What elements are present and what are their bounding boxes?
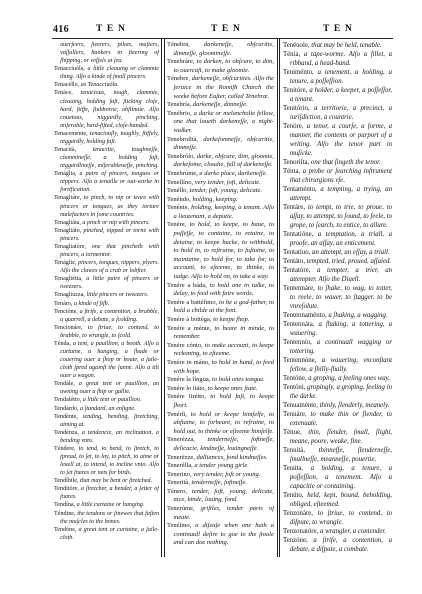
dictionary-entry bbox=[167, 170, 274, 179]
headword: Téndere, bbox=[54, 445, 76, 452]
dictionary-entry bbox=[283, 203, 392, 230]
definition: thinly, ſlenderly, meanely. bbox=[319, 402, 390, 409]
dictionary-entry bbox=[167, 411, 274, 437]
dictionary-entry bbox=[167, 58, 274, 75]
definition: darkeneſſe, obſcurities. Alſo the ſeruice in the Romiſh Church the weeke before Eaſter, called Tenebræ. bbox=[173, 75, 274, 100]
definition: a little paire of pincers or tweezers. bbox=[60, 276, 159, 291]
headword: Tenagliáto, bbox=[54, 227, 82, 234]
definition: a great tent or curtaine, a ſaile-cloth. bbox=[60, 526, 159, 541]
definition: to keepe ſhop. bbox=[213, 316, 250, 323]
dictionary-entry bbox=[167, 221, 274, 281]
definition: a tape-worme. Alſo a fillet, a ribband, a head-band. bbox=[289, 51, 392, 67]
definition: a little tent or pauillion. bbox=[82, 397, 142, 404]
headword: Tentatóre, bbox=[283, 267, 311, 274]
definition: a great tent or pauillion, an awning ouer a ſhip or gallie. bbox=[60, 381, 159, 396]
definition: a territorie, a precinct, a iuriſdiction, a countrie. bbox=[289, 105, 392, 121]
headword: Tenditóre, bbox=[54, 486, 79, 493]
definition: a little curtaine or hanging. bbox=[76, 502, 145, 509]
definition: a tempter, a trier, an attempter. Alſo the Diuell. bbox=[289, 267, 392, 283]
definition: pincers, tongues, nippers, plyers. Alſo the clawes of a crab or lobſter. bbox=[60, 260, 159, 275]
running-head: T E N bbox=[210, 24, 242, 34]
headword: Tenagliétta, bbox=[54, 276, 83, 283]
dictionary-entry bbox=[54, 501, 159, 509]
headword: Tendénte, bbox=[54, 413, 78, 420]
dictionary-entry bbox=[54, 324, 159, 340]
headword: Tenéndo, bbox=[167, 195, 191, 203]
headword: Tenerézze, bbox=[167, 453, 195, 461]
headword: Tenérſi, bbox=[167, 410, 187, 418]
headword: Teniménto, bbox=[283, 69, 314, 76]
dictionary-entry bbox=[54, 243, 159, 259]
dictionary-entry bbox=[283, 248, 392, 257]
dictionary-entry bbox=[167, 454, 274, 463]
dictionary-entry bbox=[54, 413, 159, 429]
dictionary-entry bbox=[167, 385, 274, 394]
headword: Tendále, bbox=[54, 381, 75, 388]
definition: to ſtriue, to contend, to diſpute, to wrangle. bbox=[289, 510, 392, 526]
definition: a paire of pincers, tongues or nippers. Alſo a tenaille or out-worke in fortification. bbox=[60, 171, 159, 194]
headword: Tendárdo, bbox=[54, 405, 79, 412]
headword: Tenebróſo, bbox=[167, 152, 195, 160]
definition: very tender, ſoft or young. bbox=[193, 470, 261, 478]
headword: Tenáglia, bbox=[54, 171, 77, 178]
headword: Tenóre, bbox=[283, 123, 304, 130]
definition: one that pincheth with pincers, a tormentor. bbox=[60, 243, 159, 259]
header-rule bbox=[52, 38, 393, 39]
definition: to be a god-father, to hold a childe at the font. bbox=[173, 298, 274, 315]
dictionary-entry bbox=[283, 185, 392, 203]
dictionary-entry bbox=[283, 383, 392, 401]
dictionary-entry bbox=[167, 359, 274, 376]
headword: Tenére a báda, bbox=[167, 281, 207, 289]
headword: Tentáto, bbox=[283, 258, 306, 265]
definition: to keepe ones ſtate. bbox=[207, 384, 258, 392]
definition: tending, bending, ſtretching, aiming at. bbox=[60, 413, 159, 428]
headword: Tenerélla, bbox=[167, 462, 193, 470]
definition: to make thin or ſlender, to extenuate. bbox=[289, 411, 392, 427]
definition: tenacitie, toughneſſe, clammineſſe, a holding faſt, niggardlineſſe, miſerableneſſe, pinching. bbox=[60, 147, 159, 170]
headword: Tencionáre, bbox=[54, 324, 83, 331]
definition: as Tenacciuóla. bbox=[80, 82, 119, 89]
definition: a tendencie, an inclination, a bending vnto. bbox=[60, 429, 159, 444]
headword: Tenére ſtrétto, bbox=[167, 393, 206, 401]
definition: tenaciouſly, toughly, ſtiffely, niggardly, holding faſt. bbox=[60, 130, 159, 145]
dictionary-entry bbox=[283, 509, 392, 527]
headword: Tenáro, bbox=[54, 300, 73, 307]
column-left bbox=[54, 41, 159, 556]
dictionary-entry bbox=[283, 104, 392, 122]
definition: to pinch, to nip or teare with pincers or tongues, as they torture malefactors in ſome countries. bbox=[60, 195, 159, 218]
headword: Tentennáre, bbox=[283, 285, 315, 292]
definition: a temptation, a triall, a proofe, an aſſay, an enticement. bbox=[289, 231, 392, 247]
headword: Tenuáre, bbox=[283, 411, 307, 418]
definition: a tender young girle. bbox=[194, 462, 249, 470]
definition: ouerſeers, ſteerers, pilots, maſters, vaſſallers, hankers in ſteering of ſhipping, or veſſels at ſea. bbox=[60, 42, 159, 65]
headword: Tentatíuo, bbox=[283, 249, 311, 256]
definition: little pincers or tweezers. bbox=[86, 292, 149, 299]
dictionary-entry bbox=[54, 275, 159, 291]
headword: Téndine, bbox=[54, 510, 76, 517]
definition: to hold ones tongue. bbox=[212, 376, 265, 384]
definition: a ſhaking, a tottering, a wauering. bbox=[289, 321, 392, 337]
headword: Tenéuole, bbox=[283, 42, 310, 49]
definition: pinched, nipped or torne with pincers. bbox=[60, 227, 159, 242]
definition: to hold or keepe himſelfe, to abſtaine, to forbeare, to refraine, to hold out, to thinke or eſteeme himſelfe. bbox=[173, 410, 274, 435]
headword: Tenerúme, bbox=[167, 505, 195, 513]
dictionary-entry bbox=[283, 446, 392, 464]
dictionary-entry bbox=[167, 436, 274, 453]
headword: Tenacemente, bbox=[54, 130, 88, 137]
dictionary-entry bbox=[54, 396, 159, 404]
dictionary-entry bbox=[54, 130, 159, 146]
definition: a tenor, a courſe, a forme, a manner, the contents or purport of a writing. Alſo the tenor part in muſicke. bbox=[289, 123, 392, 157]
dictionary-entry bbox=[283, 266, 392, 284]
dictionary-entry bbox=[54, 194, 159, 218]
headword: Tenzóne, bbox=[283, 537, 308, 544]
headword: Tentennaménto, bbox=[283, 312, 327, 319]
definition: a darke or melancholie fellow, one that loueth darkeneſſe, a night-walker. bbox=[173, 109, 274, 134]
definition: that may be held, tenable. bbox=[311, 42, 382, 49]
dictionary-entry bbox=[167, 479, 274, 488]
headword: Tenagliáre, bbox=[54, 195, 82, 202]
dictionary-entry bbox=[283, 50, 392, 68]
dictionary-entry bbox=[54, 308, 159, 324]
dictionary-entry bbox=[167, 505, 274, 522]
dictionary-entry bbox=[167, 179, 274, 188]
dictionary-entry bbox=[54, 340, 159, 380]
definition: a wrangler, a contender. bbox=[319, 528, 387, 535]
headword: Tenzonáre, bbox=[283, 510, 313, 517]
definition: tempted, tried, proued, aſſaied. bbox=[306, 258, 392, 265]
headword: Ténero, bbox=[167, 487, 188, 495]
definition: that may be bent or ſtretched. bbox=[80, 478, 153, 485]
dictionary-entry bbox=[167, 316, 274, 325]
definition: tenderneſſe, ſoftneſſe, delicacie, kindneſſe, louingneſſe. bbox=[173, 436, 274, 452]
definition: one that ſingeth the tenor. bbox=[310, 159, 381, 166]
headword: Tenebrúme, bbox=[167, 169, 198, 177]
dictionary-entry bbox=[54, 81, 159, 89]
headword: Tenoriſta, bbox=[283, 159, 310, 166]
headword: Tenébrio, bbox=[167, 109, 192, 117]
column-rule bbox=[161, 39, 165, 557]
definition: to tempt, to trie, to proue, to aſſay, to attempt, to ſound, to feele, to grope, to ſearch, to entice, to allure. bbox=[289, 204, 392, 229]
dictionary-entry bbox=[54, 146, 159, 170]
headword: Tenerino, bbox=[167, 470, 192, 478]
definition: griſtles, tender parts of meate. bbox=[173, 505, 274, 521]
column-rule bbox=[277, 39, 281, 557]
definition: darke, obſcure, dim, gloomie, darkeſome, cloudie, full of darkeneſſe. bbox=[173, 152, 274, 169]
definition: tender, ſoft, young, delicate, nice, kinde, louing, fond. bbox=[173, 487, 274, 504]
dictionary-entry bbox=[283, 338, 392, 356]
definition: to tend, to bend, to ſtretch, to ſpread, to ſet, to lay, to pitch, to aime or leuell at, to intend, to incline vnto. Alſo to ſet ſnares or nets for birds. bbox=[60, 445, 159, 477]
headword: Tenénte, bbox=[167, 204, 190, 212]
definition: a diſeaſe when one hath a continuall deſire to goe to the ſtoole and can doe nothing. bbox=[173, 522, 274, 547]
definition: to darken, to obſcure, to dim, to ouercaſt, to make gloomie. bbox=[173, 58, 274, 74]
headword: Tenéllo, bbox=[167, 187, 189, 195]
headword: Tenére a battéſimo, bbox=[167, 298, 218, 306]
headword: Tendénza, bbox=[54, 429, 79, 436]
definition: darkeneſſe, dimneſſe. bbox=[192, 101, 248, 109]
dictionary-entry bbox=[54, 41, 159, 65]
dictionary-entry bbox=[283, 41, 392, 50]
dictionary-entry bbox=[54, 485, 159, 501]
dictionary-entry bbox=[283, 68, 392, 86]
dictionary-entry bbox=[54, 526, 159, 542]
headword: Tenitóre, bbox=[283, 87, 308, 94]
dictionary-entry bbox=[167, 325, 274, 342]
dictionary-entry bbox=[167, 393, 274, 410]
dictionary-entry bbox=[54, 89, 159, 129]
headword: Tenére lo ſtáto, bbox=[167, 384, 207, 392]
definition: a tenement, a holding, a tenure, a poſſeſſion. bbox=[289, 69, 392, 85]
dictionary-entry bbox=[283, 464, 392, 491]
running-head: T E N bbox=[95, 24, 127, 34]
dictionary-entry bbox=[167, 41, 274, 58]
dictionary-entry bbox=[167, 376, 274, 385]
dictionary-entry bbox=[167, 488, 274, 505]
headword: Tentóne, bbox=[283, 375, 307, 382]
definition: a ſtretcher, a bender, a ſetter of ſnares. bbox=[60, 486, 159, 501]
definition: to hold one in talke, to delay, to feed with faire words. bbox=[173, 281, 274, 298]
definition: darkeneſſe, obſcuritie, dimneſſe, gloomineſſe. bbox=[173, 41, 274, 57]
dictionary-entry bbox=[167, 471, 274, 480]
dictionary-entry bbox=[54, 445, 159, 477]
definition: a holding, a tenure, a poſſeſſion, a tenement. Alſo a capacitie or containing. bbox=[289, 465, 392, 490]
headword: Ténia, bbox=[283, 51, 301, 58]
dictionary-entry bbox=[283, 491, 392, 509]
headword: Tenacciuóla, bbox=[54, 66, 85, 73]
headword: Tenére cónto, bbox=[167, 341, 203, 349]
dictionary-entry bbox=[167, 110, 274, 136]
dictionary-entry bbox=[167, 75, 274, 101]
dictionary-entry bbox=[283, 257, 392, 266]
definition: holding, keeping, a tenant. Alſo a lieutenant, a deputie. bbox=[173, 204, 274, 220]
definition: tenacious, tough, clammie, cleauing, holding faſt, ſticking cloſe, hard, ſtiffe, ſtubborne, obſtinate. Alſo couetous, niggardly, pinching, miſerable, hard-fiſted, cloſe-handed. bbox=[60, 90, 159, 129]
headword: Tencióne, bbox=[54, 308, 78, 315]
definition: a ſtrife, a contention, a debate, a diſpute, a combate. bbox=[289, 537, 392, 553]
headword: Tendína, bbox=[54, 502, 76, 509]
headword: Tenerità, bbox=[167, 479, 190, 487]
column-right bbox=[283, 41, 392, 556]
definition: to hold faſt, to keepe ſhort. bbox=[173, 393, 274, 409]
headword: Tenére, bbox=[167, 221, 187, 229]
definition: dalliances, fond kindneſſes. bbox=[196, 453, 268, 461]
definition: tender, ſoft, young, delicate. bbox=[189, 187, 263, 195]
headword: Tentáre, bbox=[283, 204, 306, 211]
headword: Ténta, bbox=[283, 168, 301, 175]
dictionary-entry bbox=[167, 342, 274, 359]
page-number: 416 bbox=[53, 24, 69, 35]
headword: Tendalétto, bbox=[54, 397, 82, 404]
definition: to ſhake, to wag, to totter, to reele, to wauer, to ſtagger, to be vnreſolute. bbox=[289, 285, 392, 310]
dictionary-entry bbox=[167, 282, 274, 299]
dictionary-entry bbox=[54, 170, 159, 194]
dictionary-entry bbox=[283, 536, 392, 554]
definition: a groping, a feeling ones way. bbox=[308, 375, 390, 382]
headword: Ténda, bbox=[54, 340, 71, 347]
headword: Tenuità, bbox=[283, 447, 306, 454]
headword: Tenzonatóre, bbox=[283, 528, 319, 535]
headword: Tenebráre, bbox=[167, 58, 195, 66]
definition: a probe or ſearching inſtrument that chirurgions vſe. bbox=[289, 168, 392, 184]
dictionary-entry bbox=[54, 477, 159, 485]
headword: Tenellíno, bbox=[167, 178, 194, 186]
dictionary-entry bbox=[54, 405, 159, 413]
headword: Tenagliatóre, bbox=[54, 243, 86, 250]
dictionary-entry bbox=[167, 299, 274, 316]
dictionary-entry bbox=[54, 227, 159, 243]
definition: a little cleauing or clammie thing. Alſo a kinde of ſmall pincers. bbox=[60, 66, 159, 81]
definition: a tempting, a trying, an attempt. bbox=[289, 186, 392, 202]
definition: darkeſomneſſe, obſcuritie, dimneſſe. bbox=[173, 135, 274, 152]
headword: Tenagliuzza, bbox=[54, 292, 85, 299]
definition: thin, ſlender, ſmall, ſlight, meane, poore, weake, fine. bbox=[289, 429, 392, 445]
dictionary-entry bbox=[54, 219, 159, 227]
dictionary-entry bbox=[283, 86, 392, 104]
dictionary-entry bbox=[54, 510, 159, 526]
dictionary-entry bbox=[167, 101, 274, 110]
definition: to make account, to keepe reckoning, to eſteeme. bbox=[173, 341, 274, 358]
definition: a holder, a keeper, a poſſeſſor, a tenant. bbox=[289, 87, 392, 103]
definition: held, kept, bound, beholding, obliged, eſteemed. bbox=[289, 492, 392, 508]
definition: a darke place, darkeneſſe. bbox=[199, 169, 268, 177]
headword: Tentatióne, bbox=[283, 231, 314, 238]
definition: an attempt, an eſſay, a triall. bbox=[312, 249, 390, 256]
dictionary-entry bbox=[167, 204, 274, 221]
dictionary-entry bbox=[283, 410, 392, 428]
headword: Tenére a ménte, bbox=[167, 324, 212, 332]
dictionary-entry bbox=[283, 320, 392, 338]
headword: Tenacéllo, bbox=[54, 82, 80, 89]
dictionary-entry bbox=[283, 230, 392, 248]
definition: a ſhaking, a wagging. bbox=[328, 312, 388, 319]
headword: Tenére in máno, bbox=[167, 358, 210, 366]
headword: Tentennío, bbox=[283, 339, 312, 346]
headword: Tenebría, bbox=[167, 101, 192, 109]
column-middle bbox=[167, 41, 274, 556]
dictionary-entry bbox=[54, 300, 159, 308]
definition: a ſtandard, an enſigne. bbox=[80, 405, 136, 412]
headword: Tenebroſità, bbox=[167, 135, 199, 143]
dictionary-entry bbox=[283, 158, 392, 167]
headword: Tentóni, bbox=[283, 384, 306, 391]
headword: Tenúta, bbox=[283, 465, 304, 472]
dictionary-entry bbox=[167, 196, 274, 205]
headword: Ténebre, bbox=[167, 75, 190, 83]
dictionary-entry bbox=[54, 429, 159, 445]
headword: Tenére la língua, bbox=[167, 376, 211, 384]
definition: a kinde of fiſh. bbox=[73, 300, 110, 307]
headword: Tentaménto, bbox=[283, 186, 317, 193]
headword: Tenére à bottéga, bbox=[167, 316, 212, 323]
dictionary-entry bbox=[283, 527, 392, 536]
headword: Tentennáta, bbox=[283, 321, 315, 328]
headword: Tenerézza, bbox=[167, 436, 195, 444]
headword: Ténebra, bbox=[167, 41, 190, 48]
definition: gropingly, a groping, feeling in the darke. bbox=[289, 384, 392, 400]
dictionary-entry bbox=[283, 284, 392, 311]
dictionary-entry bbox=[283, 428, 392, 446]
definition: to hold in hand, to feed with hope. bbox=[173, 358, 274, 375]
headword: Tenáglie, bbox=[54, 260, 77, 267]
dictionary-entry bbox=[54, 259, 159, 275]
definition: very tender, ſoft, delicate. bbox=[194, 178, 261, 186]
definition: a tent, a pauillion, a booth. Alſo a curtaine, a hanging, a ſhade or couering ouer a ſhop or boate, a ſaile-cloth ſpred againſt the ſunne. Alſo a tilt ouer a wagon. bbox=[60, 340, 159, 380]
headword: Tendóne, bbox=[54, 526, 77, 533]
definition: a pinch or nip with pincers. bbox=[82, 219, 150, 226]
headword: Tenúto, bbox=[283, 492, 304, 499]
dictionary-entry bbox=[283, 311, 392, 320]
headword: Tendíbile, bbox=[54, 478, 79, 485]
headword: Tenéſmo, bbox=[167, 522, 192, 530]
definition: a continuall wagging or tottering. bbox=[289, 339, 392, 355]
dictionary-entry bbox=[167, 522, 274, 548]
definition: holding, keeping. bbox=[192, 195, 238, 203]
headword: Tenagliáta, bbox=[54, 219, 81, 226]
dictionary-entry bbox=[54, 291, 159, 299]
running-head: T E N bbox=[322, 24, 354, 34]
headword: Tenacità, bbox=[54, 147, 77, 154]
definition: to beare in minde, to remember. bbox=[173, 324, 274, 341]
headword: Tenáce, bbox=[54, 90, 73, 97]
dictionary-entry bbox=[54, 380, 159, 396]
dictionary-entry bbox=[283, 122, 392, 158]
dictionary-entry bbox=[167, 153, 274, 170]
headword: Tentennóne, bbox=[283, 357, 317, 364]
dictionary-entry bbox=[283, 356, 392, 374]
definition: a wauering, vnconſtant fellow, a ſhilly-ſhally. bbox=[289, 357, 392, 373]
definition: a ſtrife, a contention, a brabble, a quarrell, a debate, a ſcolding. bbox=[60, 308, 159, 323]
dictionary-entry bbox=[283, 167, 392, 185]
dictionary-entry bbox=[167, 136, 274, 153]
dictionary-entry bbox=[54, 65, 159, 81]
definition: the tendons or ſinewes that faſten the muſcles to the bones. bbox=[60, 510, 159, 525]
headword: Tenuaménte, bbox=[283, 402, 318, 409]
definition: to hold, to keepe, to haue, to poſſeſſe, to containe, to retaine, to detaine, to keepe backe, to withhold, to hold in, to reſtraine, to ſuſtaine, to maintaine, to hold for, to take for, to account, to eſteeme, to thinke, to iudge. Alſo to hold on, to take a way. bbox=[173, 221, 274, 281]
headword: Ténue, bbox=[283, 429, 302, 436]
dictionary-entry bbox=[167, 462, 274, 471]
headword: Tenitório, bbox=[283, 105, 310, 112]
definition: thinneſſe, ſlenderneſſe, ſmallneſſe, meanneſſe, pouertie. bbox=[289, 447, 392, 463]
definition: tenderneſſe, ſoftneſſe. bbox=[191, 479, 247, 487]
dictionary-entry bbox=[283, 401, 392, 410]
dictionary-entry bbox=[167, 187, 274, 196]
definition: to ſtriue, to contend, to brabble, to wrangle, to ſcold. bbox=[60, 324, 159, 339]
dictionary-entry bbox=[283, 374, 392, 383]
